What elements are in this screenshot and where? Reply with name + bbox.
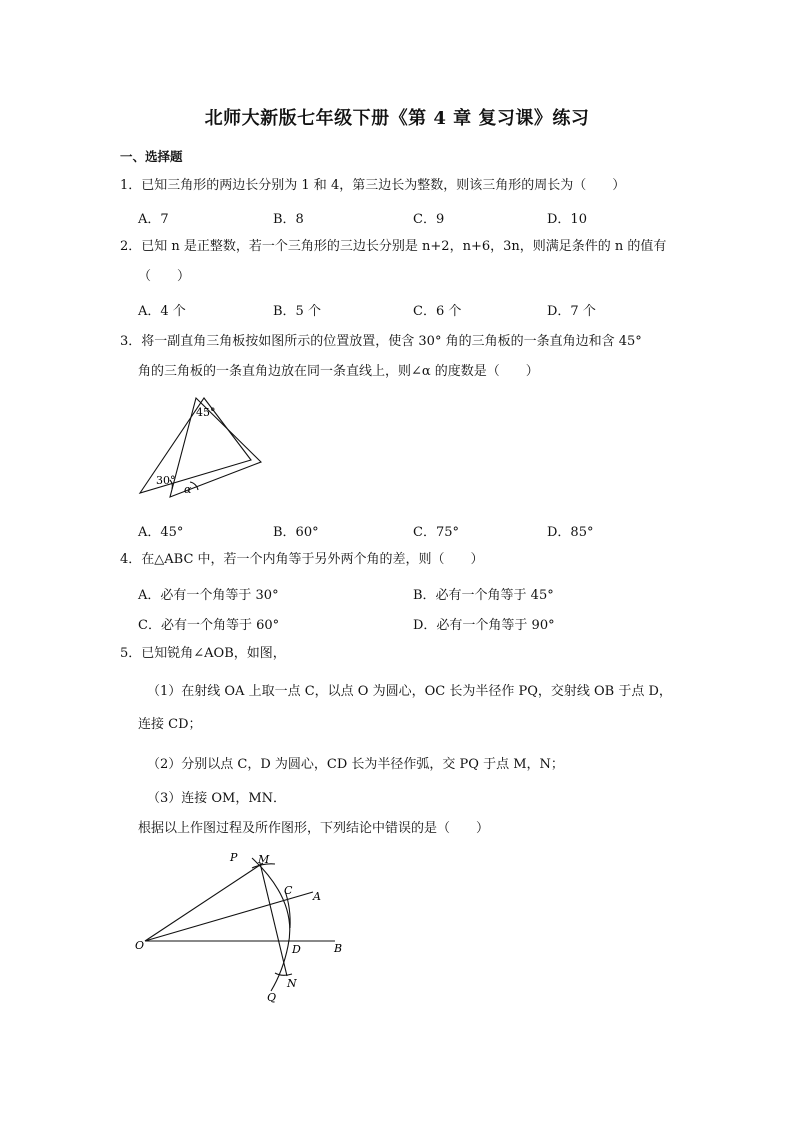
q2-option-b: B．5 个 [273,304,321,319]
q3-figure [136,393,268,505]
angle-construction-diagram [130,846,360,1011]
label-q: Q [267,991,277,1004]
question-5-step3: （3）连接 OM，MN． [147,791,287,806]
question-5-text: 5．已知锐角∠AOB，如图， [120,646,286,661]
question-3-text-line1: 3．将一副直角三角板按如图所示的位置放置，使含 30° 角的三角板的一条直角边和含 45° [120,334,642,349]
tick-n [275,973,292,975]
question-5-step1-line2: 连接 CD； [138,717,202,732]
page-title: 北师大新版七年级下册《第 4 章 复习课》练习 [204,108,590,129]
label-n: N [287,977,297,990]
question-5-prompt: 根据以上作图过程及所作图形，下列结论中错误的是（ ） [138,821,490,836]
label-alpha: α [184,483,192,496]
question-4-text: 4．在△ABC 中，若一个内角等于另外两个角的差，则（ ） [120,552,484,567]
question-5-step1-line1: （1）在射线 OA 上取一点 C，以点 O 为圆心，OC 长为半径作 PQ，交射线 OB 于点 D， [147,684,672,699]
label-45-deg: 45° [196,406,216,419]
q5-figure [130,846,360,1011]
q4-option-c: C．必有一个角等于 60° [138,618,280,633]
q1-option-b: B．8 [273,212,304,227]
q2-option-d: D．7 个 [547,304,596,319]
label-30-deg: 30° [156,474,176,487]
q4-option-b: B．必有一个角等于 45° [413,588,554,603]
triangle-set-square-diagram [136,393,268,505]
q3-option-d: D．85° [547,525,594,540]
question-2-text-line1: 2．已知 n 是正整数，若一个三角形的三边长分别是 n+2，n+6，3n，则满足条件的 n 的值有 [120,239,667,254]
q2-option-a: A．4 个 [138,304,186,319]
question-2-text-line2: （ ） [138,269,191,284]
section-heading: 一、选择题 [120,149,183,164]
q4-option-d: D．必有一个角等于 90° [413,618,555,633]
q3-option-c: C．75° [413,525,459,540]
segment-mn [260,863,287,976]
label-d: D [292,943,301,956]
q4-option-a: A．必有一个角等于 30° [138,588,279,603]
label-b: B [334,942,343,955]
question-5-step2: （2）分别以点 C，D 为圆心，CD 长为半径作弧，交 PQ 于点 M，N； [147,757,564,772]
label-m: M [258,853,270,866]
question-1-text: 1．已知三角形的两边长分别为 1 和 4，第三边长为整数，则该三角形的周长为（ ） [120,178,626,193]
label-p: P [230,851,238,864]
segment-om [145,863,263,941]
q1-option-d: D．10 [547,212,587,227]
question-3-text-line2: 角的三角板的一条直角边放在同一条直线上，则∠α 的度数是（ ） [138,364,539,379]
label-a: A [313,890,321,903]
q3-option-b: B．60° [273,525,319,540]
q1-option-a: A．7 [138,212,169,227]
label-c: C [284,884,293,897]
q1-option-c: C．9 [413,212,445,227]
q2-option-c: C．6 个 [413,304,462,319]
label-o: O [135,939,145,952]
q3-option-a: A．45° [138,525,184,540]
arc-pq [252,858,290,991]
